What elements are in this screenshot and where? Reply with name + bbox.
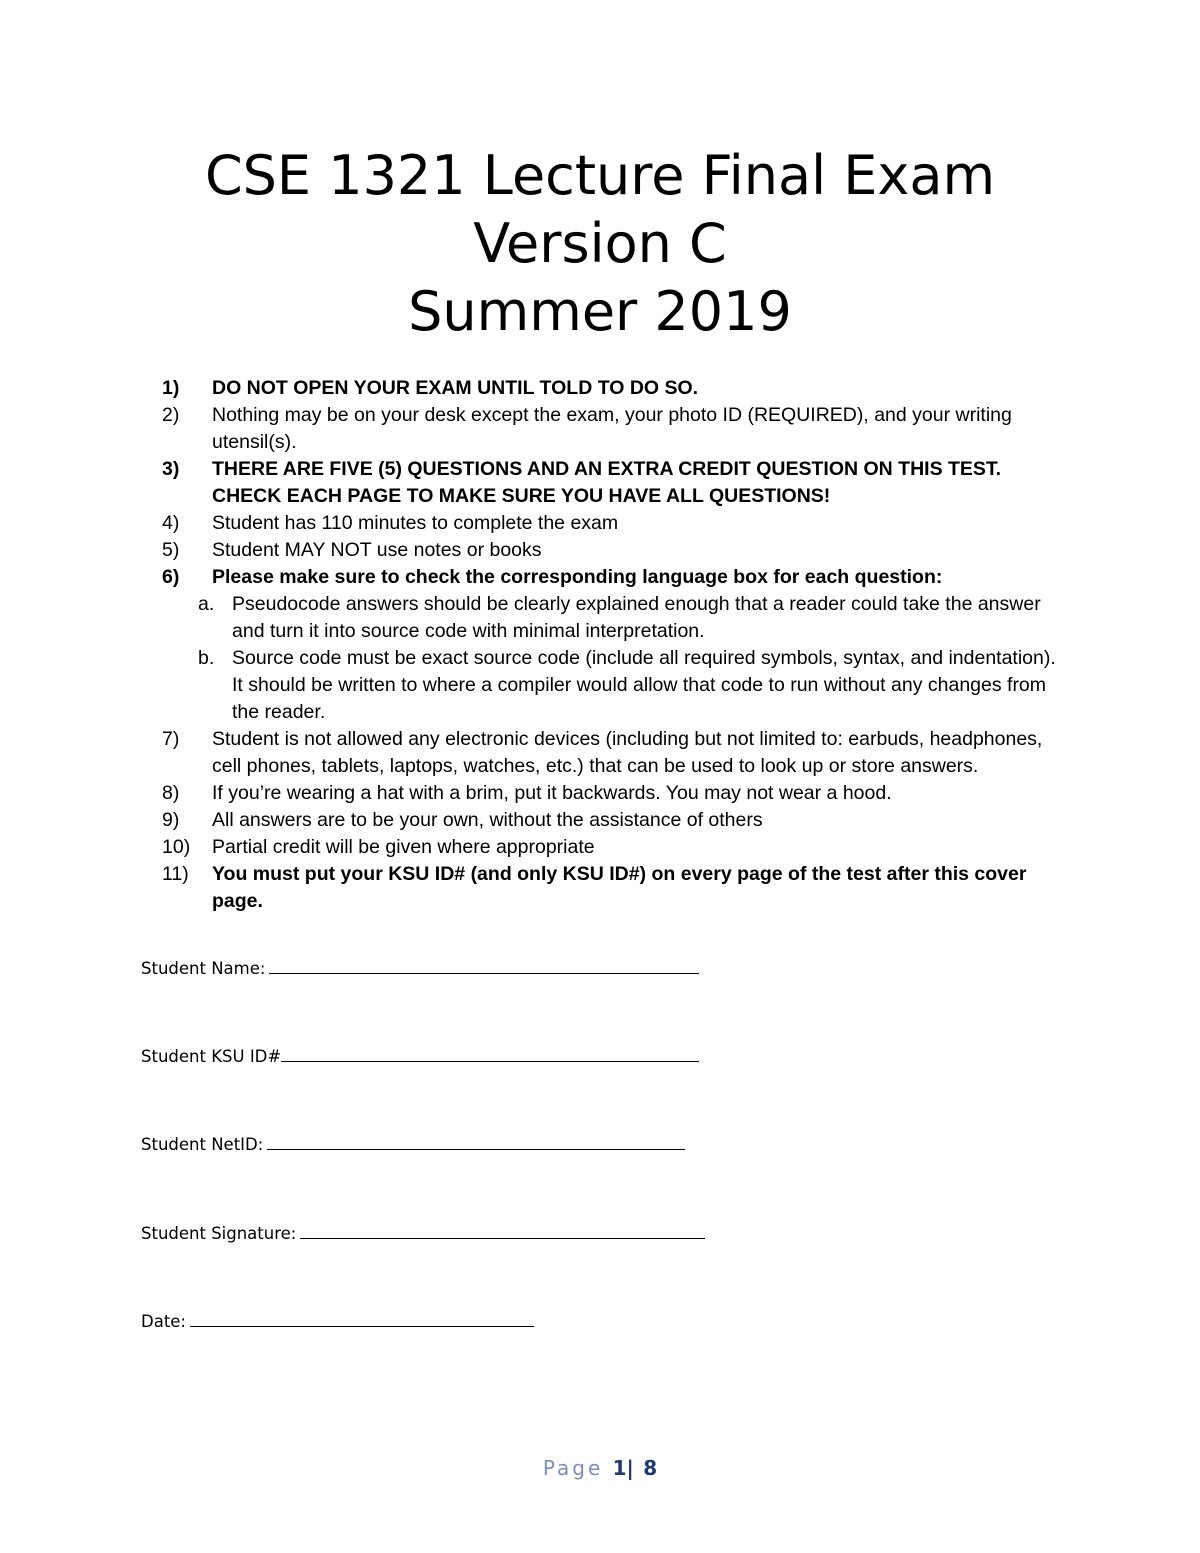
instruction-subitem xyxy=(162,591,1062,645)
footer-total-pages: 8 xyxy=(643,1456,658,1480)
instruction-item xyxy=(162,780,1062,807)
exam-title xyxy=(0,142,1200,346)
instruction-subitem xyxy=(162,645,1062,726)
student-netid-label: Student NetID: xyxy=(141,1135,264,1154)
instruction-text: All answers are to be your own, without the assistance of others xyxy=(212,809,763,831)
instruction-text: If you’re wearing a hat with a brim, put it backwards. You may not wear a hood. xyxy=(212,782,892,804)
footer-page-word: Page xyxy=(542,1456,604,1480)
title-line-course: CSE 1321 Lecture Final Exam xyxy=(204,144,996,207)
instruction-item xyxy=(162,402,1062,456)
student-ksu-id-blank[interactable] xyxy=(281,1043,699,1062)
student-netid-field xyxy=(141,1131,685,1154)
title-line-term: Summer 2019 xyxy=(408,280,792,343)
instruction-text: You must put your KSU ID# (and only KSU ID#) on every page of the test after this cover page. xyxy=(212,863,1027,912)
date-label: Date: xyxy=(141,1312,186,1331)
footer-current-page: 1 xyxy=(612,1456,627,1480)
student-signature-label: Student Signature: xyxy=(141,1224,297,1243)
instruction-text: DO NOT OPEN YOUR EXAM UNTIL TOLD TO DO SO. xyxy=(212,377,699,399)
subitem-letter: b. xyxy=(198,647,215,669)
instruction-item xyxy=(162,456,1062,510)
date-field xyxy=(141,1308,534,1331)
instruction-number: 9) xyxy=(162,809,180,831)
date-blank[interactable] xyxy=(190,1308,534,1327)
student-name-blank[interactable] xyxy=(269,955,699,974)
instruction-number: 10) xyxy=(162,836,191,858)
student-ksu-id-field xyxy=(141,1043,699,1066)
footer-separator: | xyxy=(626,1456,634,1480)
instruction-text: Student is not allowed any electronic devices (including but not limited to: earbuds, headphones, cell phones, tablets, laptops, watches, etc.) that can be used to look up or store answers. xyxy=(212,728,1043,777)
student-name-field xyxy=(141,955,699,978)
student-name-label: Student Name: xyxy=(141,959,266,978)
instruction-text: Nothing may be on your desk except the exam, your photo ID (REQUIRED), and your writing utensil(s). xyxy=(212,404,1012,453)
instruction-item xyxy=(162,861,1062,915)
instruction-item xyxy=(162,510,1062,537)
instruction-number: 2) xyxy=(162,404,180,426)
instruction-text: Student has 110 minutes to complete the exam xyxy=(212,512,619,534)
instruction-number: 3) xyxy=(162,458,180,480)
student-signature-field xyxy=(141,1220,705,1243)
instruction-number: 1) xyxy=(162,377,180,399)
instruction-item xyxy=(162,537,1062,564)
instruction-text: Student MAY NOT use notes or books xyxy=(212,539,542,561)
instructions-list xyxy=(162,375,1062,915)
subitem-letter: a. xyxy=(198,593,215,615)
subitem-text: Source code must be exact source code (include all required symbols, syntax, and indentation). It should be written to where a compiler would allow that code to run without any changes from the reader. xyxy=(232,647,1056,723)
instruction-number: 11) xyxy=(162,863,189,885)
student-netid-blank[interactable] xyxy=(267,1131,685,1150)
instruction-text: Partial credit will be given where appropriate xyxy=(212,836,595,858)
instruction-number: 7) xyxy=(162,728,180,750)
instruction-number: 6) xyxy=(162,566,180,588)
subitem-text: Pseudocode answers should be clearly explained enough that a reader could take the answer and turn it into source code with minimal interpretation. xyxy=(232,593,1041,642)
title-line-version: Version C xyxy=(473,212,727,275)
instruction-item xyxy=(162,834,1062,861)
instruction-number: 8) xyxy=(162,782,180,804)
instruction-item xyxy=(162,726,1062,780)
instruction-item xyxy=(162,375,1062,402)
page-footer xyxy=(0,1456,1200,1480)
instruction-item xyxy=(162,807,1062,834)
student-ksu-id-label: Student KSU ID# xyxy=(141,1047,282,1066)
instruction-number: 4) xyxy=(162,512,180,534)
student-signature-blank[interactable] xyxy=(300,1220,705,1239)
instruction-item xyxy=(162,564,1062,591)
instruction-number: 5) xyxy=(162,539,180,561)
instruction-text: Please make sure to check the corresponding language box for each question: xyxy=(212,566,943,588)
instruction-text: THERE ARE FIVE (5) QUESTIONS AND AN EXTRA CREDIT QUESTION ON THIS TEST. CHECK EACH PAGE TO MAKE SURE YOU HAVE ALL QUESTIONS! xyxy=(212,458,1002,507)
